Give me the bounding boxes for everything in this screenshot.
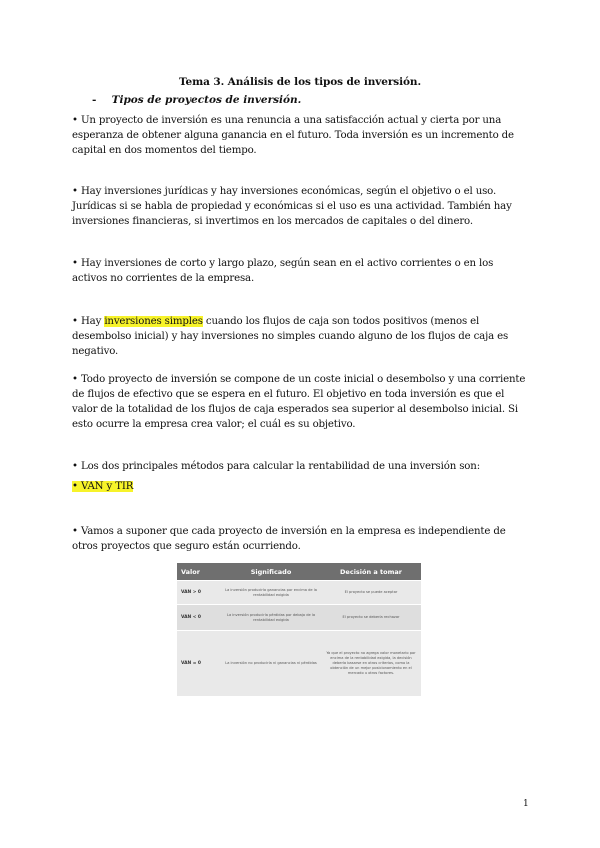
highlight-van-tir bbox=[72, 481, 133, 492]
paragraph-metodos: • Los dos principales métodos para calcular la rentabilidad de una inversión son: bbox=[72, 461, 480, 472]
paragraph-independiente: • Vamos a suponer que cada proyecto de inversión en la empresa es independiente de otros proyectos que seguro están ocurriendo. bbox=[72, 526, 506, 552]
table-cell: La inversión no produciría ni ganancias ni pérdidas bbox=[221, 631, 321, 697]
highlight-inversiones-simples: inversiones simples bbox=[104, 316, 203, 327]
table-cell: El proyecto se puede aceptar bbox=[321, 581, 421, 605]
p4-before: • Hay bbox=[72, 316, 105, 327]
paragraph-juridicas-economicas: • Hay inversiones jurídicas y hay inversiones económicas, según el objetivo o el uso. Jurídicas si se habla de propiedad y económicas si el uso es una actividad. También hay inversiones financieras, si invertimos en los mercados de capitales o del dinero. bbox=[72, 186, 512, 227]
page-number: 1 bbox=[523, 799, 529, 809]
table-row bbox=[177, 631, 421, 697]
table-row bbox=[177, 605, 421, 631]
table-cell: VAN > 0 bbox=[177, 581, 221, 605]
paragraph-van-tir bbox=[72, 479, 530, 494]
table-cell: VAN = 0 bbox=[177, 631, 221, 697]
table-cell: VAN < 0 bbox=[177, 605, 221, 631]
table-row bbox=[177, 581, 421, 605]
van-decision-table bbox=[177, 563, 421, 696]
table-cell: Ya que el proyecto no agrega valor monetario por encima de la rentabilidad exigida, la decisión debería basarse en otros criterios, como la obtención de un mejor posicionamiento en el mercado u otros factores. bbox=[321, 631, 421, 697]
table-header: Valor bbox=[177, 563, 221, 581]
subtitle-bullet: - bbox=[92, 94, 97, 106]
table-cell: La inversión produciría ganancias por encima de la rentabilidad exigida bbox=[221, 581, 321, 605]
paragraph-proyecto-inversion: • Todo proyecto de inversión se compone de un coste inicial o desembolso y una corriente de flujos de efectivo que se espera en el futuro. El objetivo en toda inversión es que el valor de la totalidad de los flujos de caja esperados sea superior al desembolso inicial. Si esto ocurre la empresa crea valor; el cuál es su objetivo. bbox=[72, 374, 526, 430]
paragraph-definition: • Un proyecto de inversión es una renuncia a una satisfacción actual y cierta por una esperanza de obtener alguna ganancia en el futuro. Toda inversión es un incremento de capital en dos momentos del tiempo. bbox=[72, 115, 514, 156]
p7-text: VAN y TIR bbox=[80, 481, 134, 492]
p7-bullet: • bbox=[72, 481, 78, 492]
paragraph-plazo: • Hay inversiones de corto y largo plazo, según sean en el activo corrientes o en los activos no corrientes de la empresa. bbox=[72, 258, 494, 284]
table-cell: El proyecto se debería rechazar bbox=[321, 605, 421, 631]
section-subtitle bbox=[92, 94, 301, 106]
table-header: Significado bbox=[221, 563, 321, 581]
page-title: Tema 3. Análisis de los tipos de inversión. bbox=[179, 76, 421, 88]
table-cell: La inversión produciría pérdidas por debajo de la rentabilidad exigida bbox=[221, 605, 321, 631]
table-header: Decisión a tomar bbox=[321, 563, 421, 581]
table-header-row bbox=[177, 563, 421, 581]
subtitle-text: Tipos de proyectos de inversión. bbox=[111, 94, 302, 106]
paragraph-inversiones-simples bbox=[72, 314, 530, 359]
p4-after: cuando los flujos de caja son todos positivos (menos el desembolso inicial) y hay inversiones no simples cuando alguno de los flujos de caja es negativo. bbox=[72, 316, 509, 357]
